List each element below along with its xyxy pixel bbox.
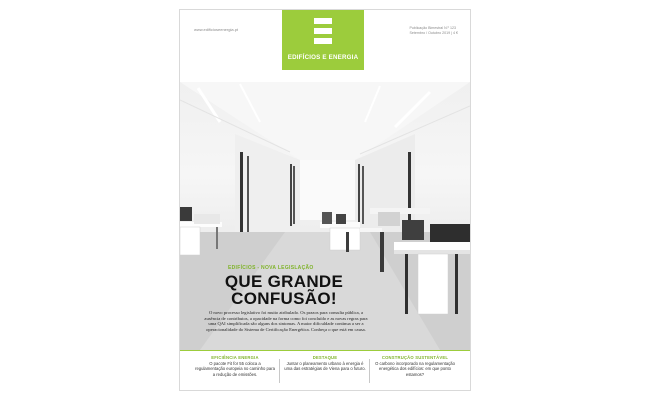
masthead [180,10,470,82]
teasers-bar [180,350,470,390]
teaser-text: O pacote Fit for 55 coloca a regulamentação europeia no caminho para a redução de emissões. [195,361,275,377]
teaser-item[interactable] [374,355,456,377]
site-url: www.edificioseenergia.pt [194,27,239,32]
brand-logo [282,10,364,70]
magazine-cover[interactable] [180,10,470,390]
issue-info [410,26,458,36]
section-tag: EDIFÍCIOS - NOVA LEGISLAÇÃO [228,265,314,271]
teaser-text: Juntar o planeamento urbano à energia é uma das estratégias de Viena para o futuro. [284,361,366,372]
teaser-text: O carbono incorporado na regulamentação energética dos edifícios: em que ponto estamos? [375,361,455,377]
issue-line-1: Publicação Bimestral N.º 123 [409,26,456,30]
headline-line-1[interactable]: QUE GRANDE [224,272,344,291]
teaser-item[interactable] [284,355,366,372]
teaser-category: CONSTRUÇÃO SUSTENTÁVEL [381,355,449,360]
teaser-category: DESTAQUE [312,355,338,360]
headline-line-2[interactable]: CONFUSÃO! [231,289,337,308]
lead-paragraph: O novo processo legislativo foi muito atribulado. Os prazos para consulta pública, a ausência de contributos, a opacidade na forma como foi concluído e as novas regras para uma QAI simplificada são alguns dos sintomas. A maior dificuldade continua a ser a operacionalidade do Sistema de Certificação Energética. Conheça o que está em causa. [204,310,368,332]
issue-line-2: Setembro / Outubro 2019 | 4 € [409,31,458,35]
logo-bars-icon [314,18,332,44]
teaser-category: EFICIÊNCIA ENERGIA [211,355,259,360]
teaser-item[interactable] [194,355,276,377]
brand-title: EDIFÍCIOS E ENERGIA [287,54,359,61]
divider [279,359,280,383]
divider [369,359,370,383]
